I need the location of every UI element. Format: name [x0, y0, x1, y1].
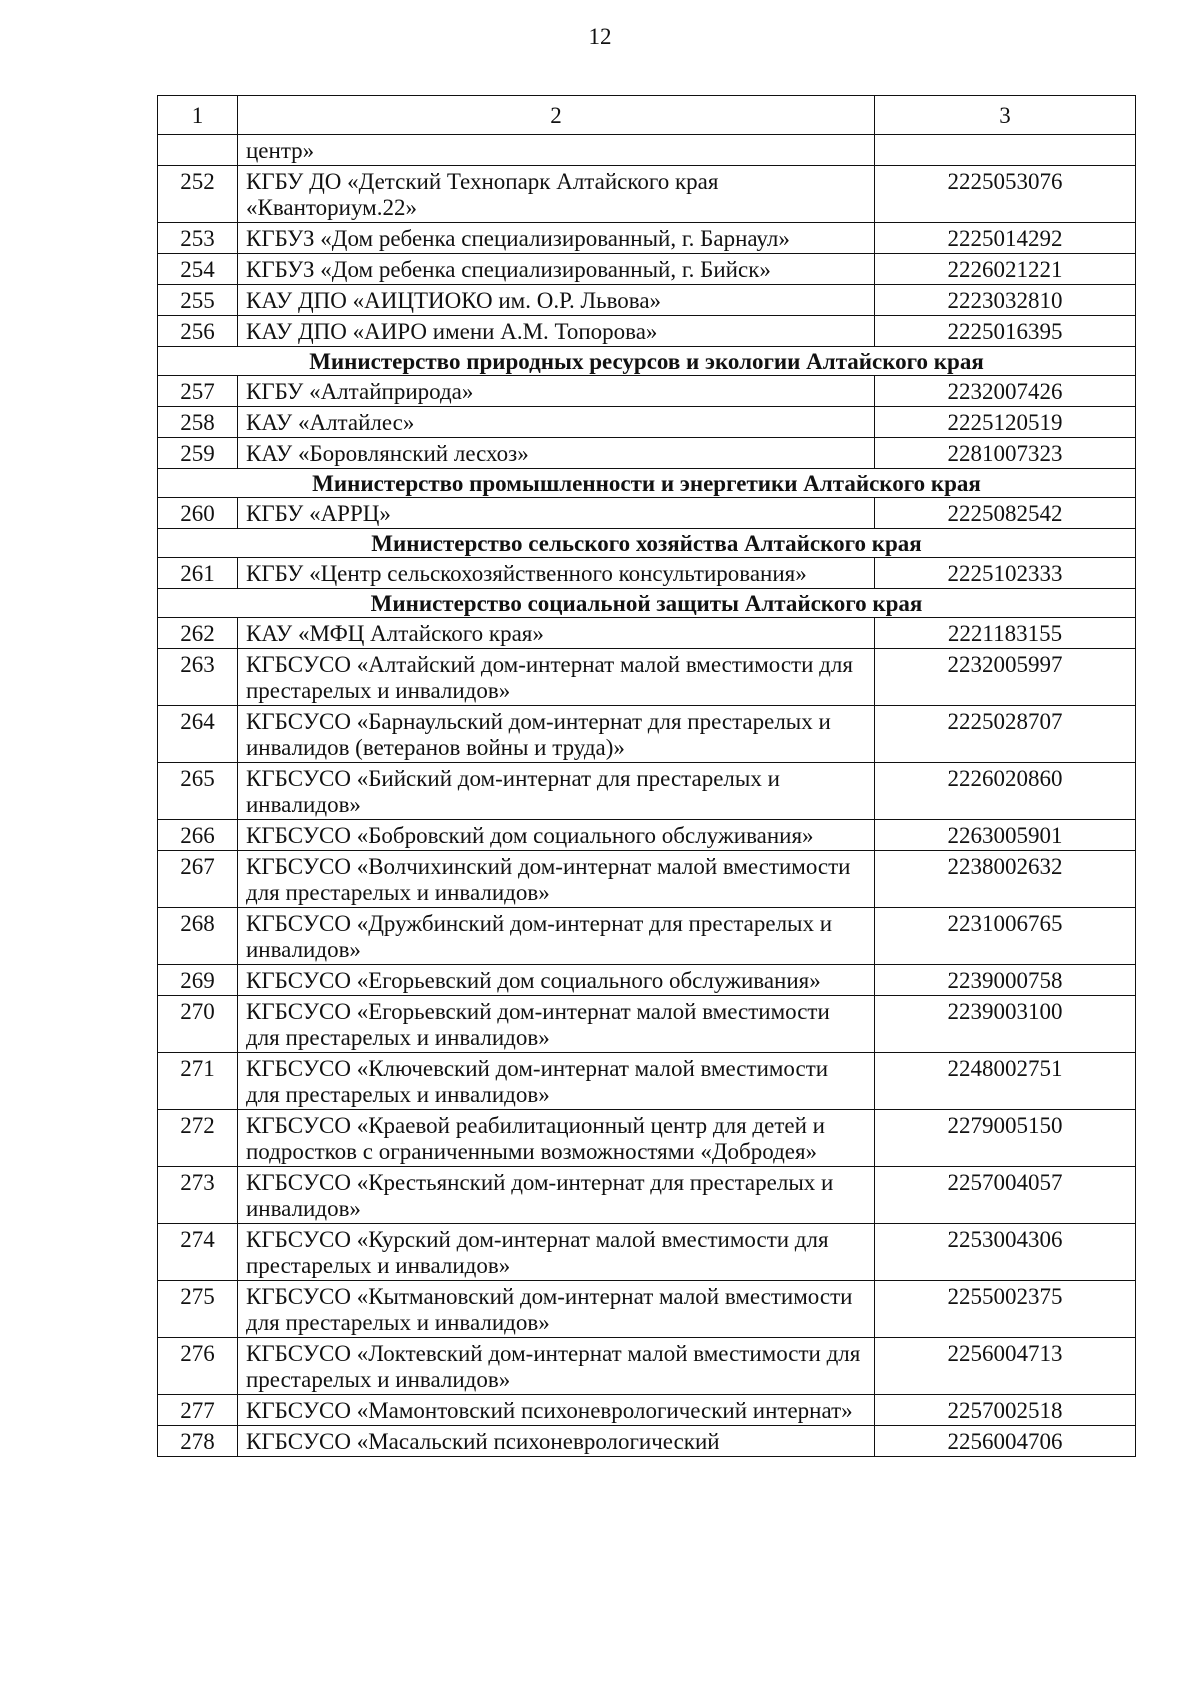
- organization-name-cell: КГБСУСО «Крестьянский дом-интернат для престарелых и инвалидов»: [238, 1167, 875, 1224]
- inn-cell: 2225028707: [875, 706, 1136, 763]
- row-number-cell: 273: [158, 1167, 238, 1224]
- row-number-cell: 268: [158, 908, 238, 965]
- section-header-row: [158, 589, 1136, 618]
- row-number-cell: 258: [158, 407, 238, 438]
- organization-name-cell: КГБСУСО «Краевой реабилитационный центр для детей и подростков с ограниченными возможностями «Добродея»: [238, 1110, 875, 1167]
- section-title: Министерство сельского хозяйства Алтайского края: [158, 529, 1136, 558]
- inn-cell: 2221183155: [875, 618, 1136, 649]
- table-row: [158, 558, 1136, 589]
- row-number-cell: 254: [158, 254, 238, 285]
- organization-name-cell: КАУ ДПО «АИРО имени А.М. Топорова»: [238, 316, 875, 347]
- table-row: [158, 285, 1136, 316]
- row-number-cell: 265: [158, 763, 238, 820]
- row-number-cell: 261: [158, 558, 238, 589]
- row-number-cell: 252: [158, 166, 238, 223]
- inn-cell: [875, 135, 1136, 166]
- table-row: [158, 649, 1136, 706]
- organization-name-cell: КАУ ДПО «АИЦТИОКО им. О.Р. Львова»: [238, 285, 875, 316]
- row-number-cell: 275: [158, 1281, 238, 1338]
- row-number-cell: 257: [158, 376, 238, 407]
- row-number-cell: 274: [158, 1224, 238, 1281]
- section-header-row: [158, 469, 1136, 498]
- table-row: [158, 996, 1136, 1053]
- table-row: [158, 706, 1136, 763]
- inn-cell: 2238002632: [875, 851, 1136, 908]
- organization-name-cell: КГБСУСО «Барнаульский дом-интернат для престарелых и инвалидов (ветеранов войны и труда)»: [238, 706, 875, 763]
- inn-cell: 2225053076: [875, 166, 1136, 223]
- table-row: [158, 1395, 1136, 1426]
- section-title: Министерство промышленности и энергетики Алтайского края: [158, 469, 1136, 498]
- row-number-cell: 263: [158, 649, 238, 706]
- organization-name-cell: КГБУ «АРРЦ»: [238, 498, 875, 529]
- organization-name-cell: КГБСУСО «Курский дом-интернат малой вместимости для престарелых и инвалидов»: [238, 1224, 875, 1281]
- organization-name-cell: КГБСУСО «Ключевский дом-интернат малой вместимости для престарелых и инвалидов»: [238, 1053, 875, 1110]
- table-row: [158, 1338, 1136, 1395]
- row-number-cell: 253: [158, 223, 238, 254]
- organization-name-cell: КГБСУСО «Дружбинский дом-интернат для престарелых и инвалидов»: [238, 908, 875, 965]
- table-row: [158, 1110, 1136, 1167]
- inn-cell: 2239003100: [875, 996, 1136, 1053]
- page-number: 12: [588, 24, 612, 49]
- inn-cell: 2232007426: [875, 376, 1136, 407]
- organization-name-cell: КГБСУСО «Егорьевский дом социального обслуживания»: [238, 965, 875, 996]
- table-row: [158, 851, 1136, 908]
- inn-cell: 2257002518: [875, 1395, 1136, 1426]
- inn-cell: 2256004706: [875, 1426, 1136, 1457]
- inn-cell: 2253004306: [875, 1224, 1136, 1281]
- inn-cell: 2231006765: [875, 908, 1136, 965]
- table-row: [158, 1053, 1136, 1110]
- table-row: [158, 438, 1136, 469]
- row-number-cell: 260: [158, 498, 238, 529]
- organization-name-cell: КГБУЗ «Дом ребенка специализированный, г. Бийск»: [238, 254, 875, 285]
- table-row: [158, 316, 1136, 347]
- inn-cell: 2226021221: [875, 254, 1136, 285]
- inn-cell: 2256004713: [875, 1338, 1136, 1395]
- organization-name-cell: КГБСУСО «Волчихинский дом-интернат малой вместимости для престарелых и инвалидов»: [238, 851, 875, 908]
- table-row: [158, 763, 1136, 820]
- organization-name-cell: КГБУ «Центр сельскохозяйственного консультирования»: [238, 558, 875, 589]
- table-row: [158, 1224, 1136, 1281]
- organization-name-cell: КАУ «Боровлянский лесхоз»: [238, 438, 875, 469]
- row-number-cell: 278: [158, 1426, 238, 1457]
- table-row: [158, 223, 1136, 254]
- organization-name-cell: КГБСУСО «Мамонтовский психоневрологический интернат»: [238, 1395, 875, 1426]
- organization-name-cell: КГБСУСО «Бобровский дом социального обслуживания»: [238, 820, 875, 851]
- table-row: [158, 407, 1136, 438]
- organization-name-cell: КГБУЗ «Дом ребенка специализированный, г. Барнаул»: [238, 223, 875, 254]
- inn-cell: 2225016395: [875, 316, 1136, 347]
- table-row: [158, 908, 1136, 965]
- organization-name-cell: КГБСУСО «Егорьевский дом-интернат малой вместимости для престарелых и инвалидов»: [238, 996, 875, 1053]
- organization-name-cell: КАУ «Алтайлес»: [238, 407, 875, 438]
- table-row: [158, 1167, 1136, 1224]
- organization-name-cell: КГБСУСО «Локтевский дом-интернат малой вместимости для престарелых и инвалидов»: [238, 1338, 875, 1395]
- table-row: [158, 135, 1136, 166]
- table-row: [158, 1426, 1136, 1457]
- inn-cell: 2223032810: [875, 285, 1136, 316]
- inn-cell: 2263005901: [875, 820, 1136, 851]
- section-header-row: [158, 347, 1136, 376]
- table-body: [158, 96, 1136, 1457]
- organization-name-cell: КГБСУСО «Кытмановский дом-интернат малой вместимости для престарелых и инвалидов»: [238, 1281, 875, 1338]
- table-row: [158, 1281, 1136, 1338]
- row-number-cell: 276: [158, 1338, 238, 1395]
- inn-cell: 2239000758: [875, 965, 1136, 996]
- organization-name-cell: КГБУ «Алтайприрода»: [238, 376, 875, 407]
- row-number-cell: 264: [158, 706, 238, 763]
- table-row: [158, 820, 1136, 851]
- row-number-cell: 272: [158, 1110, 238, 1167]
- inn-cell: 2225120519: [875, 407, 1136, 438]
- inn-cell: 2225082542: [875, 498, 1136, 529]
- organization-name-cell: КГБСУСО «Бийский дом-интернат для престарелых и инвалидов»: [238, 763, 875, 820]
- inn-cell: 2225014292: [875, 223, 1136, 254]
- section-title: Министерство социальной защиты Алтайского края: [158, 589, 1136, 618]
- organization-name-cell: центр»: [238, 135, 875, 166]
- inn-cell: 2248002751: [875, 1053, 1136, 1110]
- inn-cell: 2226020860: [875, 763, 1136, 820]
- column-number-row: [158, 96, 1136, 135]
- organization-name-cell: КГБСУСО «Алтайский дом-интернат малой вместимости для престарелых и инвалидов»: [238, 649, 875, 706]
- row-number-cell: 271: [158, 1053, 238, 1110]
- table-row: [158, 166, 1136, 223]
- row-number-cell: 267: [158, 851, 238, 908]
- section-header-row: [158, 529, 1136, 558]
- section-title: Министерство природных ресурсов и экологии Алтайского края: [158, 347, 1136, 376]
- table-row: [158, 965, 1136, 996]
- row-number-cell: [158, 135, 238, 166]
- table-row: [158, 254, 1136, 285]
- row-number-cell: 262: [158, 618, 238, 649]
- row-number-cell: 277: [158, 1395, 238, 1426]
- row-number-cell: 270: [158, 996, 238, 1053]
- row-number-cell: 256: [158, 316, 238, 347]
- column-number-2: 2: [238, 96, 875, 135]
- row-number-cell: 255: [158, 285, 238, 316]
- inn-cell: 2279005150: [875, 1110, 1136, 1167]
- row-number-cell: 259: [158, 438, 238, 469]
- column-number-3: 3: [875, 96, 1136, 135]
- inn-cell: 2232005997: [875, 649, 1136, 706]
- column-number-1: 1: [158, 96, 238, 135]
- table-row: [158, 376, 1136, 407]
- table-row: [158, 618, 1136, 649]
- table-row: [158, 498, 1136, 529]
- organization-name-cell: КАУ «МФЦ Алтайского края»: [238, 618, 875, 649]
- inn-cell: 2257004057: [875, 1167, 1136, 1224]
- organizations-table: [157, 95, 1136, 1457]
- row-number-cell: 269: [158, 965, 238, 996]
- inn-cell: 2255002375: [875, 1281, 1136, 1338]
- row-number-cell: 266: [158, 820, 238, 851]
- organization-name-cell: КГБУ ДО «Детский Технопарк Алтайского края «Кванториум.22»: [238, 166, 875, 223]
- organization-name-cell: КГБСУСО «Масальский психоневрологический: [238, 1426, 875, 1457]
- inn-cell: 2281007323: [875, 438, 1136, 469]
- inn-cell: 2225102333: [875, 558, 1136, 589]
